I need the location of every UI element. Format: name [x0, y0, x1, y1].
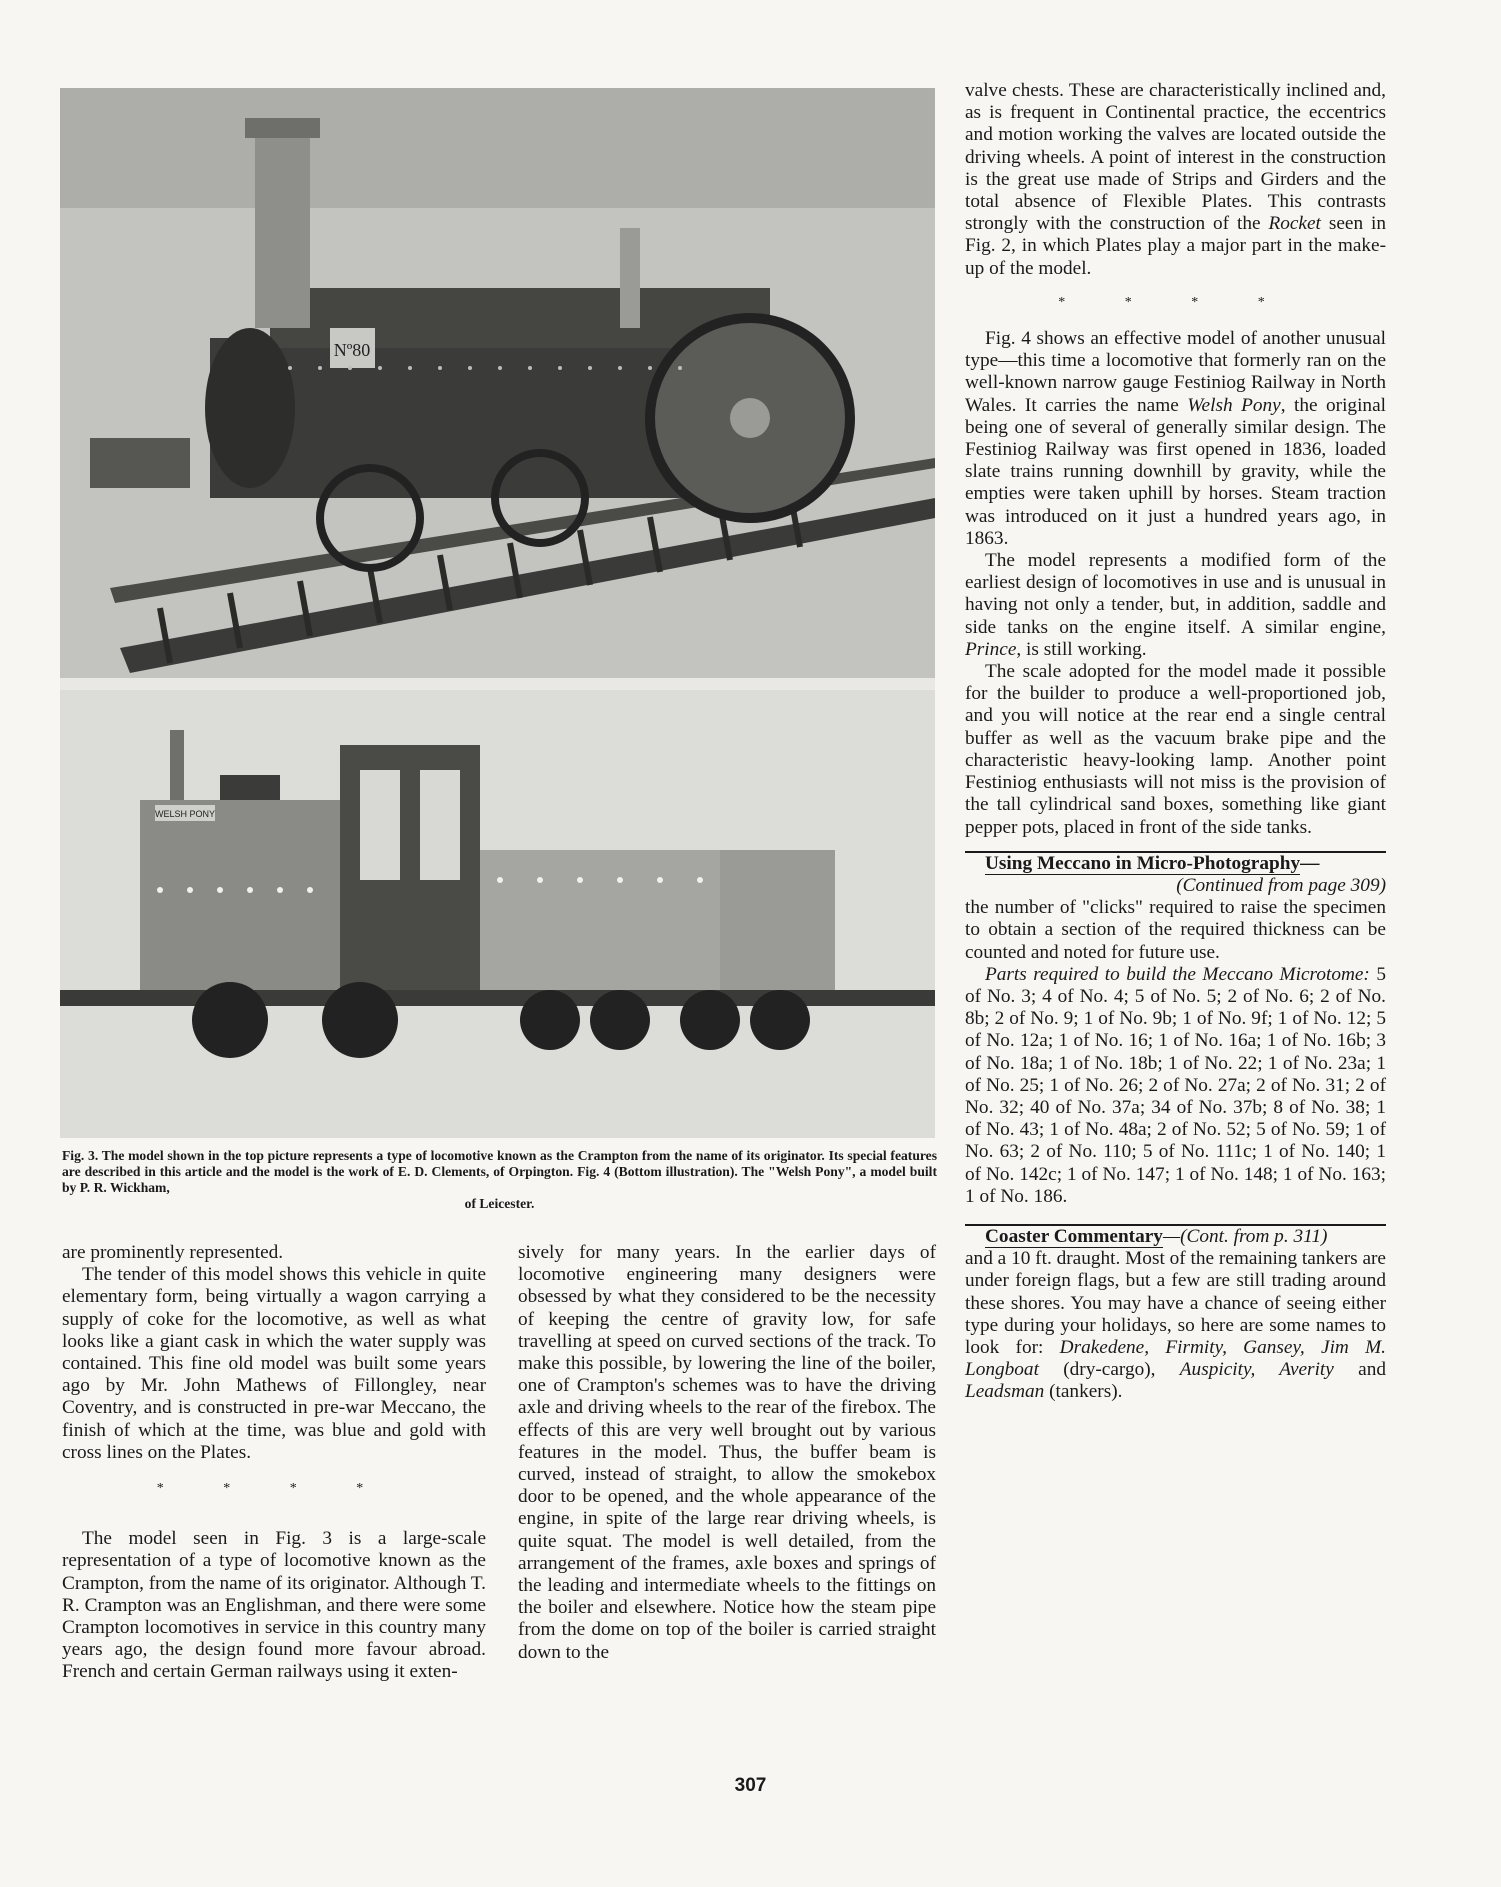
right-paragraph-1: valve chests. These are characteristically inclined and, as is frequent in Continental practice, the eccentrics and motion working the valves are located outside the driving wheels. A point of interest in the construction is the great use made of Strips and Girders and the total absence of Flexible Plates. This contrasts strongly with the construction of the Rocket seen in Fig. 2, in which Plates play a major part in the make-up of the model. — [965, 80, 1386, 279]
section-break: * * * * — [1058, 294, 1293, 310]
coaster-commentary-heading: Coaster Commentary—(Cont. from p. 311) — [985, 1225, 1328, 1247]
left-paragraph-1: are prominently represented. — [62, 1242, 284, 1263]
right-paragraph-4: The scale adopted for the model made it possible for the builder to produce a well-proportioned job, and you will notice at the rear end a single central buffer as well as the vacuum brake pipe and the characteristic heavy-looking lamp. Another point Festiniog enthusiasts will not miss is the provision of the tall cylindrical sand boxes, something like giant pepper pots, placed in front of the side tanks. — [965, 661, 1386, 838]
right-paragraph-3: The model represents a modified form of the earliest design of locomotives in use and is unusual in having not only a tender, but, in addition, saddle and side tanks on the engine itself. A similar engine, Prince, is still working. — [965, 550, 1386, 660]
micro-photography-heading: Using Meccano in Micro-Photography— — [985, 852, 1320, 874]
welsh-pony-photo — [60, 690, 935, 1138]
left-paragraph-2: The tender of this model shows this vehicle in quite elementary form, being virtually a wagon carrying a supply of coke for the locomotive, as well as what looks like a giant cask in which the water supply was contained. This fine old model was built some years ago by Mr. John Mathews of Fillongley, near Coventry, and is constructed in pre-war Meccano, the finish of which at the time, was blue and gold with cross lines on the Plates. — [62, 1264, 486, 1463]
photo-divider — [60, 678, 935, 690]
section-break: * * * * — [156, 1481, 392, 1497]
left-column — [62, 1242, 486, 1684]
left-paragraph-3: The model seen in Fig. 3 is a large-scale representation of a type of locomotive known as the Crampton, from the name of its originator. Although T. R. Crampton was an Englishman, and there were some Crampton locomotives in service in this country many years ago, the design found more favour abroad. French and certain German railways using it exten- — [62, 1528, 486, 1683]
micro-parts-list: Parts required to build the Meccano Microtome: 5 of No. 3; 4 of No. 4; 5 of No. 5; 2 of No. 6; 2 of No. 8b; 2 of No. 9; 1 of No. 9b; 1 of No. 9f; 1 of No. 12; 5 of No. 12a; 1 of No. 16; 1 of No. 16a; 1 of No. 16b; 3 of No. 18a; 1 of No. 18b; 1 of No. 22; 1 of No. 23a; 1 of No. 25; 1 of No. 26; 2 of No. 27a; 2 of No. 31; 2 of No. 32; 40 of No. 37a; 34 of No. 37b; 8 of No. 38; 1 of No. 43; 1 of No. 48a; 2 of No. 52; 5 of No. 59; 1 of No. 63; 2 of No. 110; 5 of No. 111c; 1 of No. 140; 1 of No. 142c; 1 of No. 147; 1 of No. 148; 1 of No. 163; 1 of No. 186. — [965, 963, 1386, 1207]
micro-continued-note: (Continued from page 309) — [1176, 874, 1386, 896]
engine-name-plate: WELSH PONY — [154, 809, 216, 819]
fig4-caption-end: of Leicester. — [464, 1196, 535, 1211]
coaster-paragraph-1: and a 10 ft. draught. Most of the remaining tankers are under foreign flags, but a few are still trading around these shores. You may have a chance of seeing either type during your holidays, so here are some names to look for: Drakedene, Firmity, Gansey, Jim M. Longboat (dry-cargo), Auspicity, Averity and Leadsman (tankers). — [965, 1248, 1387, 1403]
locomotive-number-plate: Nº80 — [333, 340, 371, 360]
middle-paragraph-1: sively for many years. In the earlier days of locomotive engineering many designers were obsessed by what they considered to be the necessity of keeping the centre of gravity low, for safe travelling at speed on curved sections of the track. To make this possible, by lowering the line of the boiler, one of Crampton's schemes was to have the driving axle and driving wheels to the rear of the firebox. The effects of this are very well brought out by various features in the model. Thus, the buffer beam is curved, instead of straight, to allow the smokebox door to be opened, and the whole appearance of the engine, in spite of the large rear driving wheels, is quite squat. The model is well detailed, from the arrangement of the frames, axle boxes and springs of the leading and intermediate wheels to the fittings on the boiler and elsewhere. Notice how the steam pipe from the dome on top of the boiler is carried straight down to the — [518, 1242, 936, 1663]
middle-column — [518, 1242, 936, 1664]
figure-caption — [62, 1148, 937, 1212]
right-column — [965, 80, 1386, 1404]
fig3-caption: Fig. 3. The model shown in the top picture represents a type of locomotive known as the Crampton from the name of its originator. Its special features are described in this article and the model is the work of E. D. Clements, of Orpington. — [62, 1148, 937, 1179]
page-number: 307 — [734, 1775, 767, 1796]
right-paragraph-2: Fig. 4 shows an effective model of another unusual type—this time a locomotive that formerly ran on the well-known narrow gauge Festiniog Railway in North Wales. It carries the name Welsh Pony, the original being one of several of generally similar design. The Festiniog Railway was first opened in 1836, loaded slate trains running downhill by gravity, while the empties were taken uphill by horses. Steam traction was introduced on it just a hundred years ago, in 1863. — [965, 328, 1386, 549]
fig4-caption: Fig. 4 (Bottom illustration). The "Welsh Pony", a model built by P. R. Wickham, — [62, 1164, 937, 1195]
crampton-locomotive-photo — [60, 88, 935, 678]
micro-paragraph-1: the number of "clicks" required to raise the specimen to obtain a section of the required thickness can be counted and noted for future use. — [965, 897, 1386, 963]
